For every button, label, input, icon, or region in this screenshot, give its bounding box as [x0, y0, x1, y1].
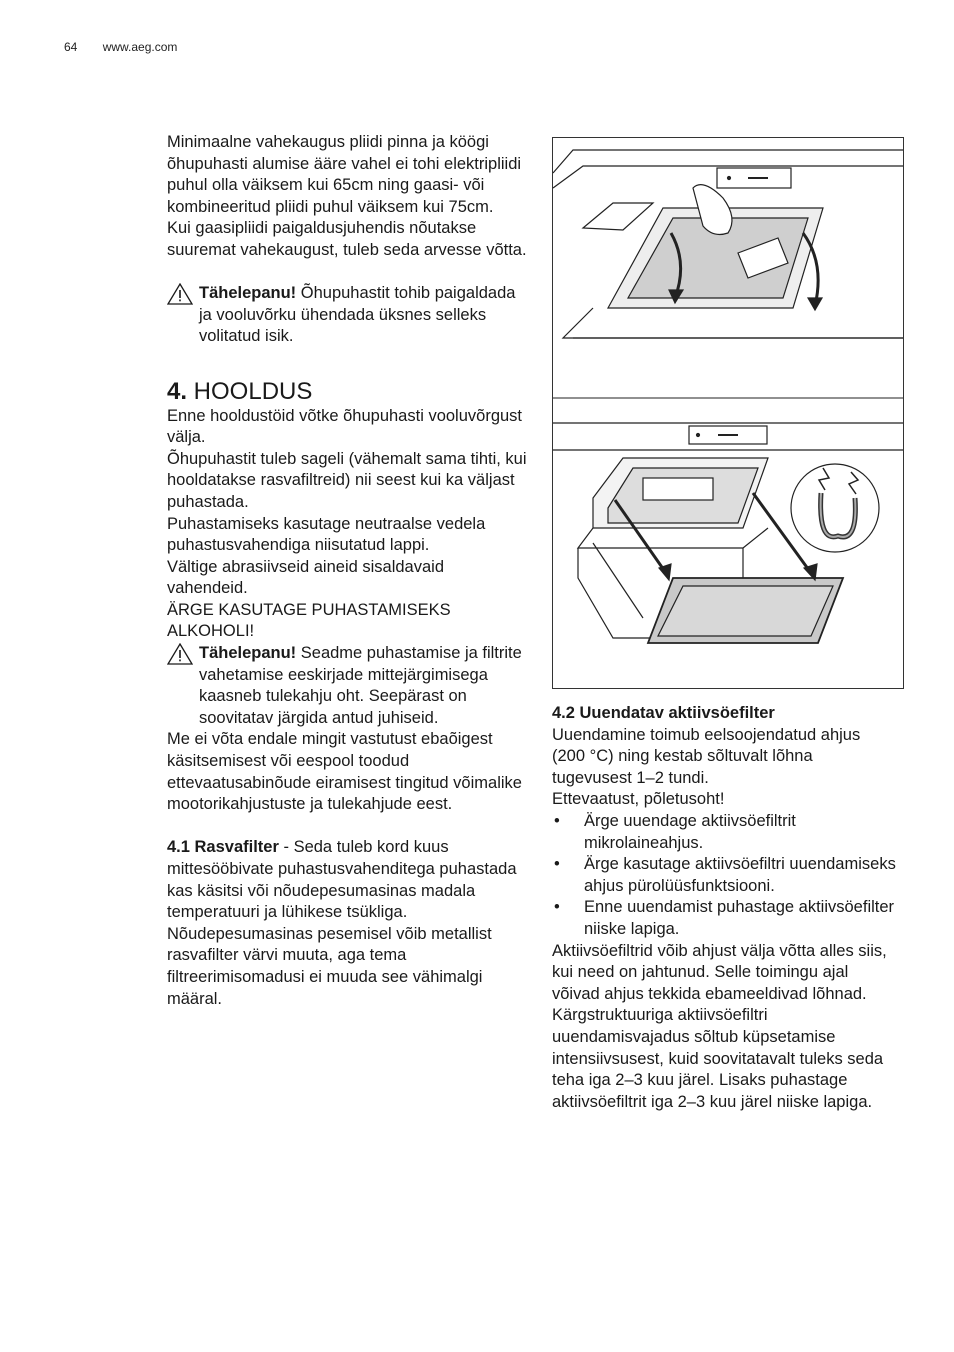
charcoal-body: Aktiivsöefiltrid võib ahjust välja võtta alles siis, kui need on jahtunud. Selle toimingu ajal võivad ahjus tekkida ebameeldivad lõhnad. Kärgstruktuuriga aktiivsöefiltri uuendamisvajadus sõltub küpsetamise intensiivsusest, kuid soovitatavalt tuleks seda teha iga 2–3 kuu järel. Lisaks puhastage aktiivsöefiltrit iga 2–3 kuu järel niiske lapiga. [552, 941, 887, 1111]
intro-paragraph-1: Minimaalne vahekaugus pliidi pinna ja köögi õhupuhasti alumise ääre vahel ei tohi elektripliidi puhul olla väiksem kui 65cm ning gaasi- või kombineeritud pliidi puhul väiksem kui 75cm. [167, 133, 522, 216]
warning-icon [167, 643, 193, 665]
caution-text: Ettevaatust, põletusoht! [552, 790, 725, 809]
care-paragraph: Puhastamiseks kasutage neutraalse vedela puhastusvahendiga niisutatud lappi. [167, 514, 486, 555]
warning-label: Tähelepanu! [199, 284, 297, 303]
charcoal-filter-title-text: 4.2 Uuendatav aktiivsöefilter [552, 704, 775, 722]
grease-filter-title: 4.1 Rasvafilter [167, 838, 279, 857]
section-number: 4. [167, 377, 188, 405]
warning-installation [167, 283, 527, 348]
grease-filter-paragraph [167, 837, 527, 923]
care-paragraph: Enne hooldustöid võtke õhupuhasti vooluvõrgust välja. [167, 406, 522, 447]
right-column [552, 703, 897, 1113]
page-header [64, 40, 177, 54]
care-paragraph: Vältige abrasiivseid aineid sisaldavaid vahendeid. [167, 557, 444, 598]
site-url: www.aeg.com [102, 40, 178, 54]
warning-cleaning [167, 643, 527, 729]
section-title: HOOLDUS [187, 377, 313, 405]
charcoal-bullet-list [552, 811, 897, 941]
list-item: • Enne uuendamist puhastage aktiivsöefilter niiske lapiga. [552, 897, 897, 940]
hood-bottom-view [553, 423, 903, 643]
left-column [167, 132, 527, 1010]
page-number: 64 [64, 40, 78, 54]
warning-icon [167, 283, 193, 305]
charcoal-intro: Uuendamine toimub eelsoojendatud ahjus (200 °C) ning kestab sõltuvalt lõhna tugevusest 1–2 tundi. [552, 725, 861, 787]
liability-paragraph: Me ei võta endale mingit vastutust ebaõigest käsitsemisest või eespool toodud ettevaatusabinõude eiramisest tingitud võimalike mootorikahjustuste ja tulekahjude eest. [167, 730, 522, 814]
care-paragraph: Õhupuhastit tuleb sageli (vähemalt sama tihti, kui hooldatakse rasvafiltreid) nii seest kui ka väljast puhastada. [167, 449, 527, 511]
grease-filter-note: Nõudepesumasinas pesemisel võib metallist rasvafilter värvi muuta, aga tema filtreerimisomadusi ei muuda see vähimalgi määral. [167, 924, 492, 1008]
list-item: • Ärge uuendage aktiivsöefiltrit mikrolaineahjus. [552, 811, 897, 854]
charcoal-filter-title [552, 703, 897, 725]
warning-text: Õhupuhastit tohib paigaldada ja vooluvõrku ühendada üksnes selleks volitatud isik. [199, 284, 516, 346]
filter-illustration [552, 137, 904, 689]
section-heading [167, 378, 527, 406]
intro-paragraph-2: Kui gaasipliidi paigaldusjuhendis nõutakse suuremat vahekaugust, tuleb seda arvesse võtta. [167, 219, 527, 259]
warning-label: Tähelepanu! [199, 644, 297, 663]
hood-top-view [553, 150, 903, 398]
grease-filter-text: - Seda tuleb kord kuus mittesööbivate puhastusvahenditega puhastada kas käsitsi või nõudepesumasinas madala temperatuuri ja lühikese tsükliga. [167, 838, 517, 922]
list-item: • Ärge kasutage aktiivsöefiltri uuendamiseks ahjus pürolüüsfunktsiooni. [552, 854, 897, 897]
care-paragraph: ÄRGE KASUTAGE PUHASTAMISEKS ALKOHOLI! [167, 600, 451, 641]
warning-text: Seadme puhastamise ja filtrite vahetamise eeskirjade mittejärgimisega kaasneb tulekahju oht. Seepärast on soovitatav järgida antud juhiseid. [199, 644, 522, 727]
